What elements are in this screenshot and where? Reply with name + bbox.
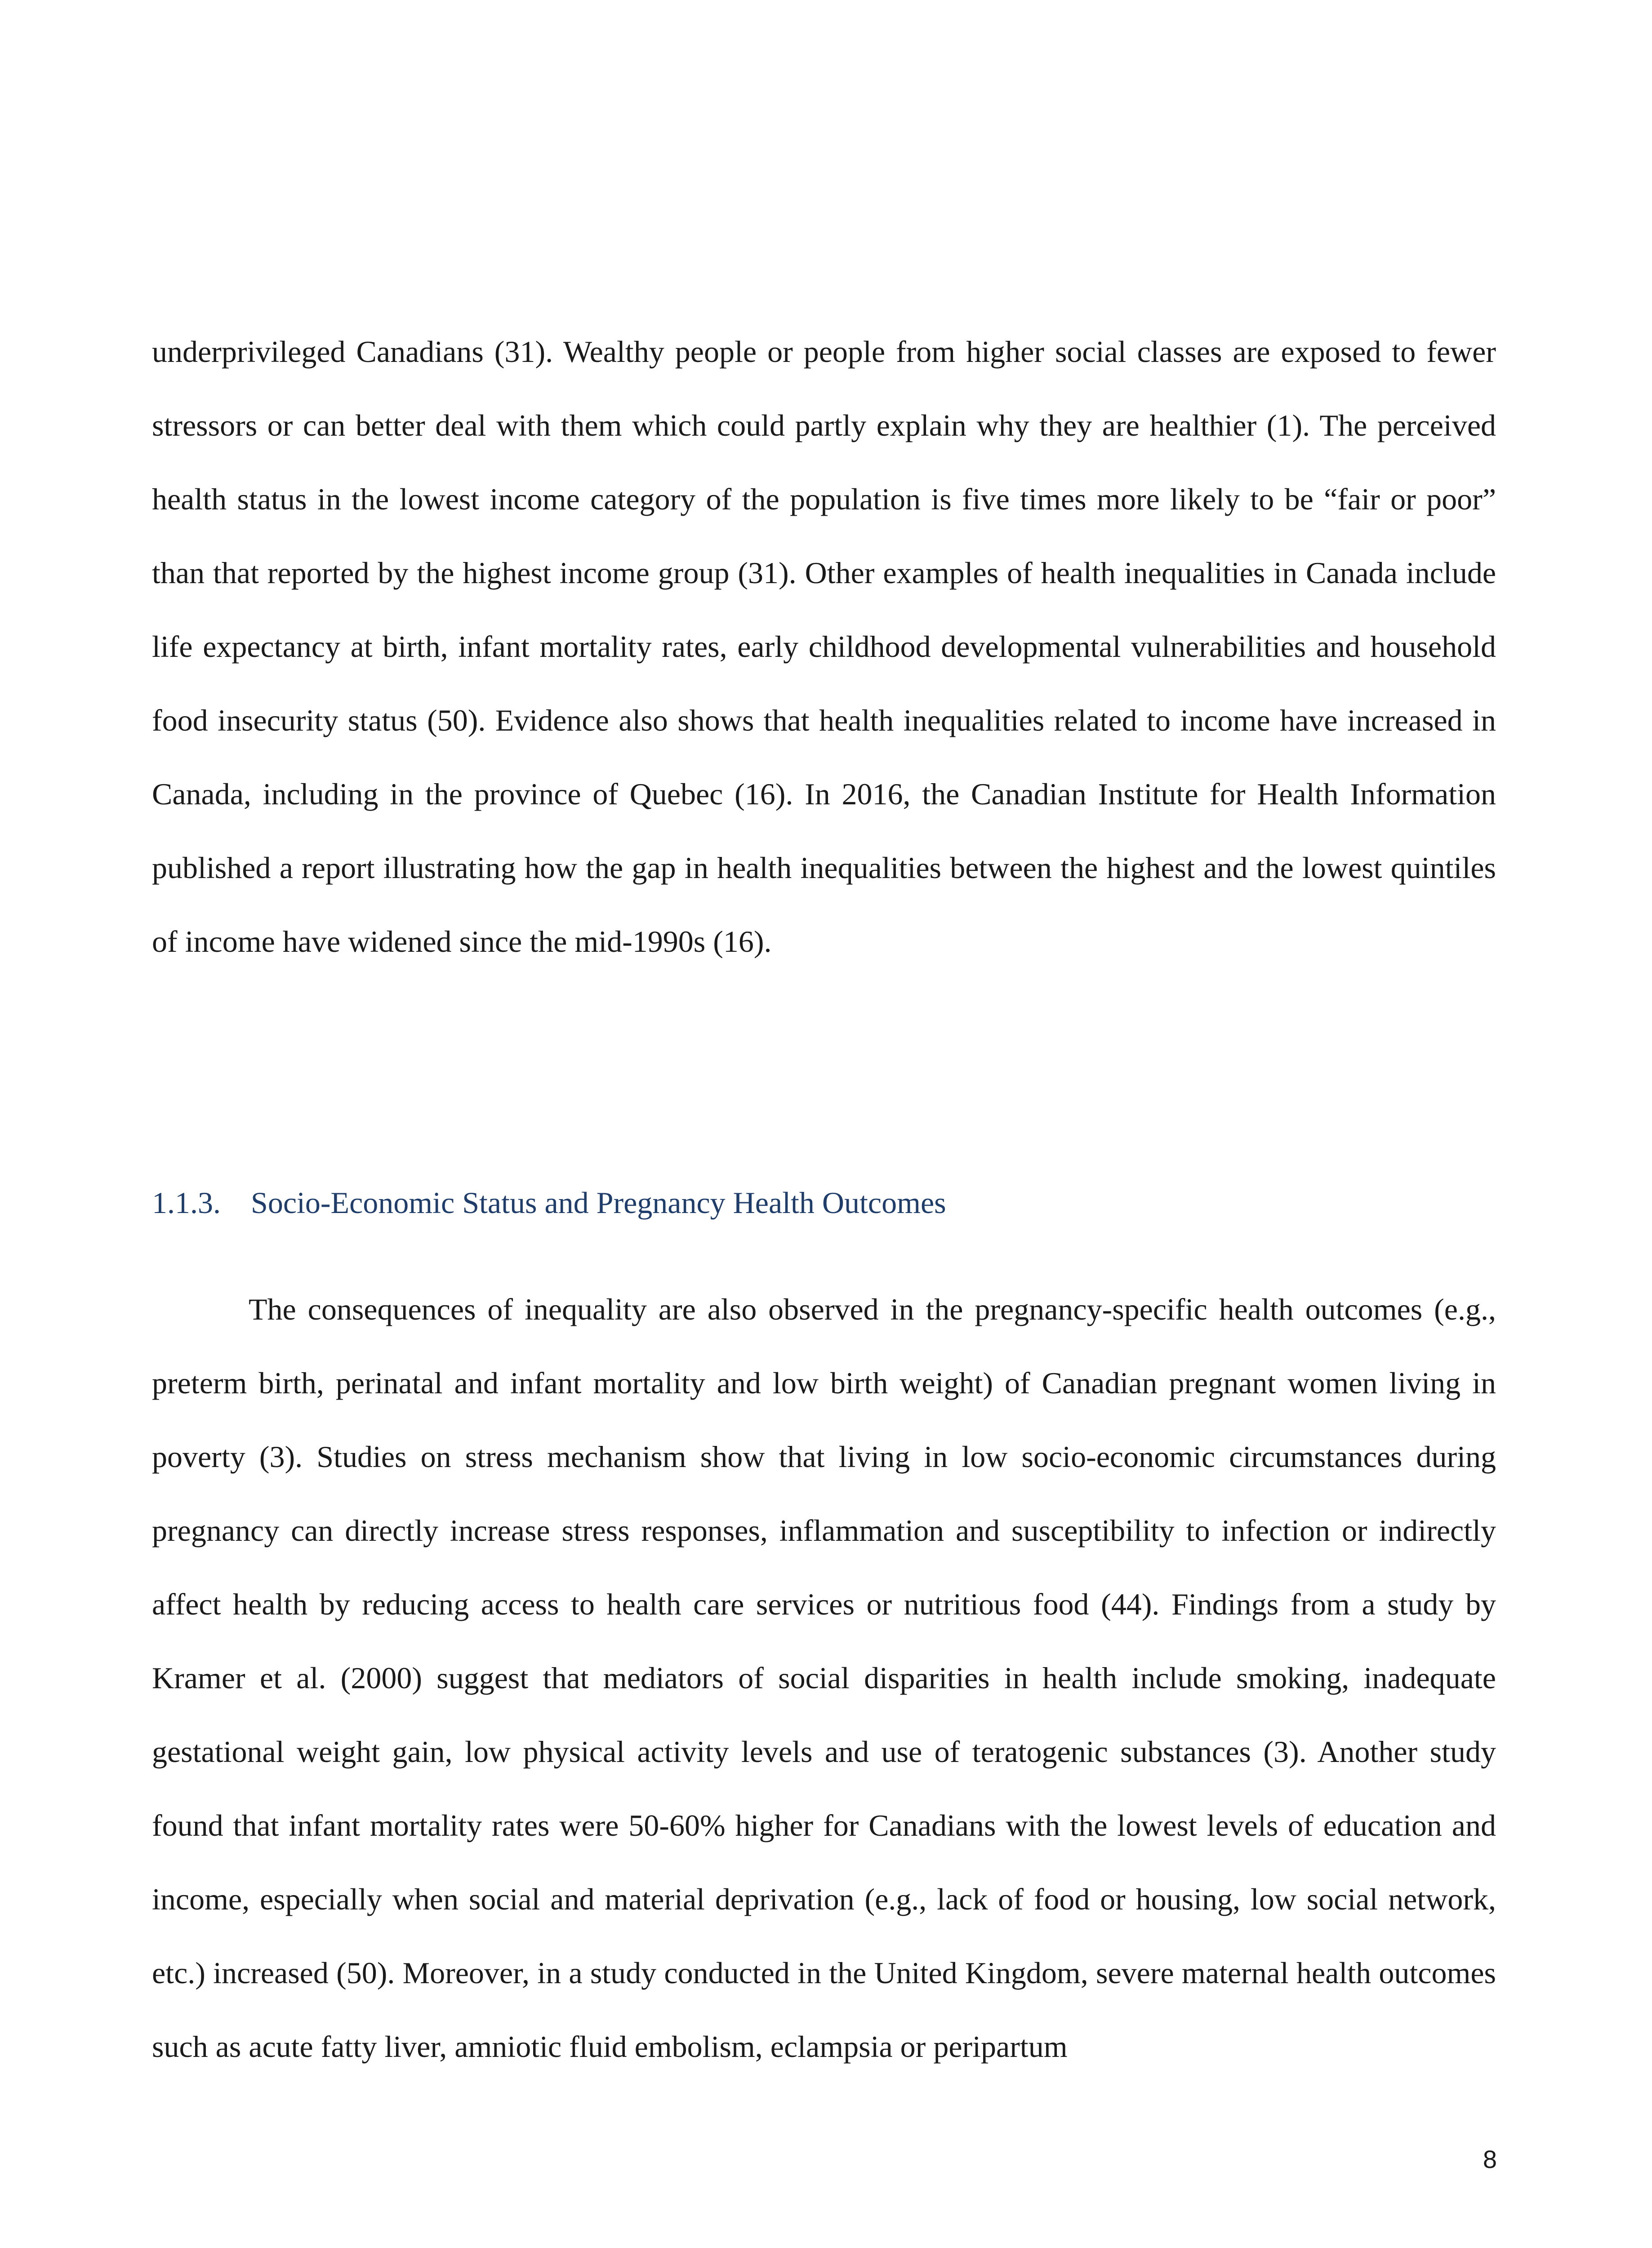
- section-title: Socio-Economic Status and Pregnancy Health Outcomes: [251, 1186, 946, 1220]
- section-body: [152, 1272, 1496, 2083]
- section-heading: [152, 1182, 1496, 1223]
- body-paragraph-pregnancy-outcomes: The consequences of inequality are also observed in the pregnancy-specific health outcomes (e.g., preterm birth, perinatal and infant mortality and low birth weight) of Canadian pregnant women living in poverty (3). Studies on stress mechanism show that living in low socio-economic circumstances during pregnancy can directly increase stress responses, inflammation and susceptibility to infection or indirectly affect health by reducing access to health care services or nutritious food (44). Findings from a study by Kramer et al. (2000) suggest that mediators of social disparities in health include smoking, inadequate gestational weight gain, low physical activity levels and use of teratogenic substances (3). Another study found that infant mortality rates were 50-60% higher for Canadians with the lowest levels of education and income, especially when social and material deprivation (e.g., lack of food or housing, low social network, etc.) increased (50). Moreover, in a study conducted in the United Kingdom, severe maternal health outcomes such as acute fatty liver, amniotic fluid embolism, eclampsia or peripartum: [152, 1292, 1496, 2064]
- body-paragraph-health-inequalities: underprivileged Canadians (31). Wealthy people or people from higher social classes are exposed to fewer stressors or can better deal with them which could partly explain why they are healthier (1). The perceived health status in the lowest income category of the population is five times more likely to be “fair or poor” than that reported by the highest income group (31). Other examples of health inequalities in Canada include life expectancy at birth, infant mortality rates, early childhood developmental vulnerabilities and household food insecurity status (50). Evidence also shows that health inequalities related to income have increased in Canada, including in the province of Quebec (16). In 2016, the Canadian Institute for Health Information published a report illustrating how the gap in health inequalities between the highest and the lowest quintiles of income have widened since the mid-1990s (16).: [152, 335, 1496, 959]
- section-number: 1.1.3.: [152, 1186, 221, 1220]
- page-number: 8: [1483, 2145, 1497, 2173]
- document-page: [152, 315, 1496, 2064]
